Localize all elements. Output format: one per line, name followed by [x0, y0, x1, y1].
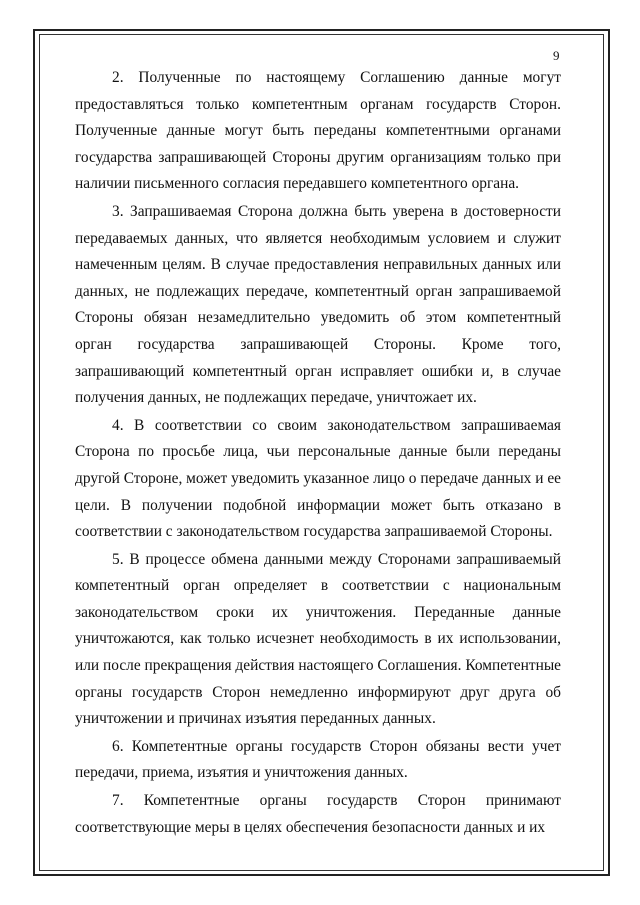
paragraph-6: 6. Компетентные органы государств Сторон обязаны вести учет передачи, приема, изъятия и уничтожения данных. [75, 737, 561, 782]
document-body [75, 65, 561, 842]
paragraph-3: 3. Запрашиваемая Сторона должна быть уверена в достоверности передаваемых данных, что является необходимым условием и служит намеченным целям. В случае предоставления неправильных данных или данных, не подлежащих передаче, компетентный орган запрашиваемой Стороны обязан незамедлительно уведомить об этом компетентный орган государства запрашивающей Стороны. Кроме того, запрашивающий компетентный орган исправляет ошибки и, в случае получения данных, не подлежащих передаче, уничтожает их. [75, 202, 561, 407]
paragraph-7: 7. Компетентные органы государств Сторон принимают соответствующие меры в целях обеспечения безопасности данных и их [75, 792, 561, 836]
page-number: 9 [553, 48, 560, 63]
paragraph-2: 2. Полученные по настоящему Соглашению данные могут предоставляться только компетентным органам государств Сторон. Полученные данные могут быть переданы компетентными органами государства запрашивающей Стороны другим организациям только при наличии письменного согласия передавшего компетентного органа. [75, 69, 561, 193]
paragraph-5: 5. В процессе обмена данными между Сторонами запрашиваемый компетентный орган определяет в соответствии с национальным законодательством сроки их уничтожения. Переданные данные уничтожаются, как только исчезнет необходимость в их использовании, или после прекращения действия настоящего Соглашения. Компетентные органы государств Сторон немедленно информируют друг друга об уничтожении и причинах изъятия переданных данных. [75, 550, 561, 728]
paragraph-4: 4. В соответствии со своим законодательством запрашиваемая Сторона по просьбе лица, чьи персональные данные были переданы другой Стороне, может уведомить указанное лицо о передаче данных и ее цели. В получении подобной информации может быть отказано в соответствии с законодательством государства запрашиваемой Стороны. [75, 416, 561, 541]
